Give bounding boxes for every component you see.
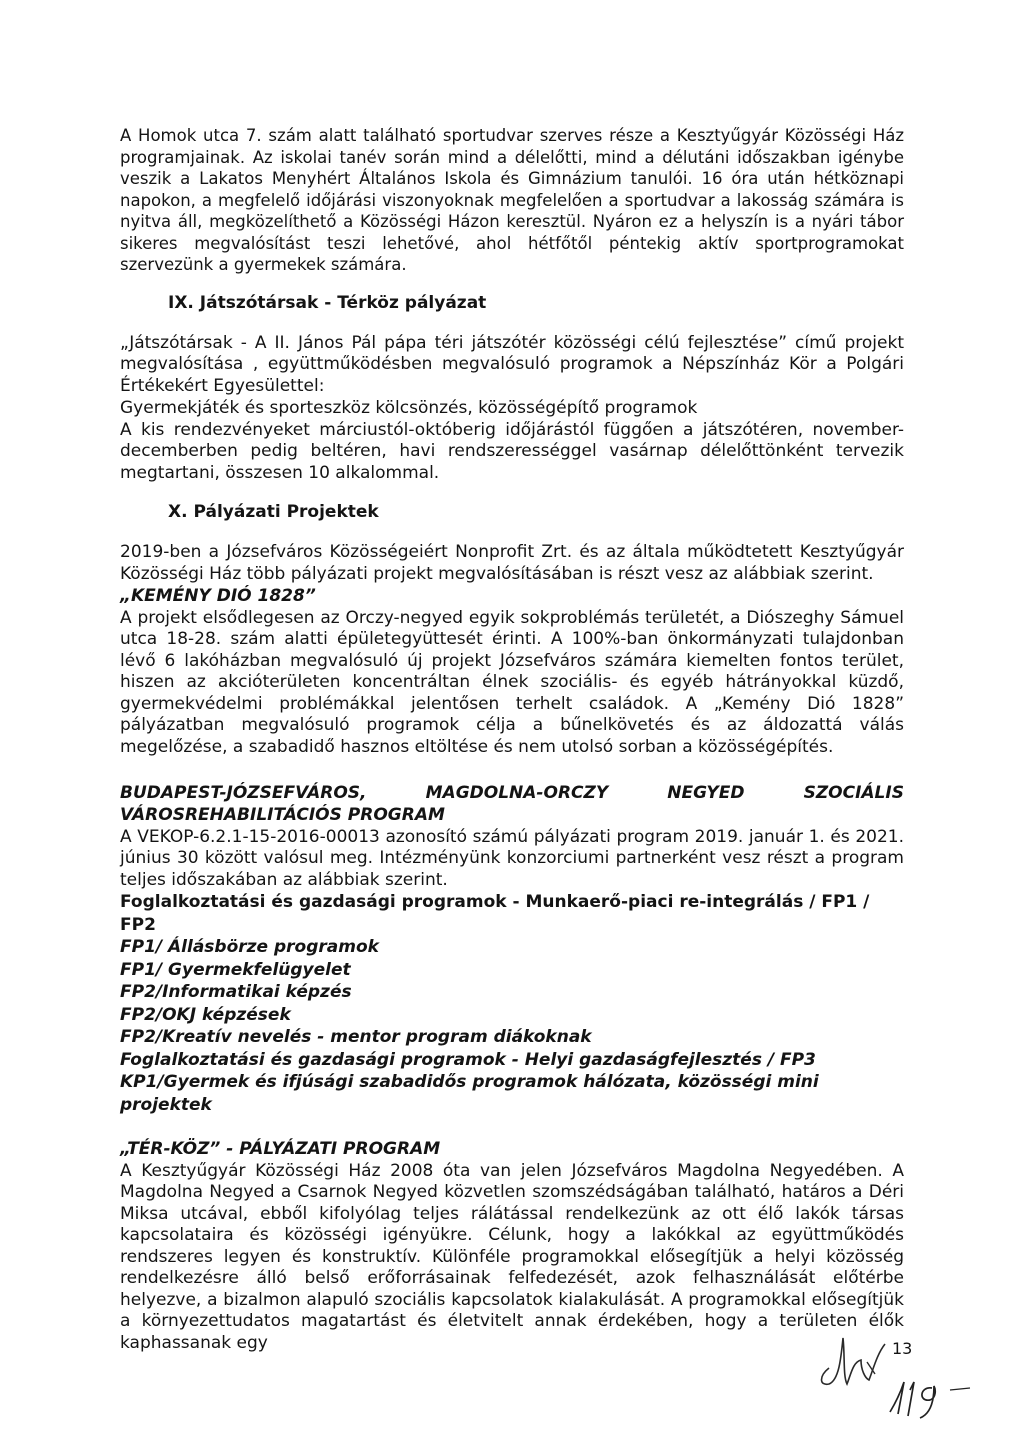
section-x-heading: X. Pályázati Projektek bbox=[168, 502, 379, 522]
terkoz-paragraph: A Kesztyűgyár Közösségi Ház 2008 óta van jelen Józsefváros Magdolna Negyedében. A Magdolna Negyed a Csarnok Negyed közvetlen szomszédságában található, határos a Déri Miksa utcával, ebből kifolyólag teljes rálátással rendelkezünk az ott élő lakók társas kapcsolataira és közösségi igényükre. Célunk, hogy a lakókkal az együttműködés rendszeres legyen és konstruktív. Különféle programokkal elősegítjük a helyi közösség rendelkezésre álló belső erőforrásainak felfedezését, azok felhasználását előtérbe helyezve, a bizalmon alapuló szociális kapcsolatok kialakulását. A programokkal elősegítjük a környezettudatos magatartást és életvitelt annak érdekében, hogy a területen élők kaphassanak egy bbox=[120, 1160, 904, 1353]
program-item-5: FP2/Kreatív nevelés - mentor program diákoknak bbox=[120, 1027, 592, 1047]
page-number: 13 bbox=[892, 1339, 913, 1358]
program-item-6: Foglalkoztatási és gazdasági programok - Helyi gazdaságfejlesztés / FP3 bbox=[120, 1049, 816, 1070]
program-item-3: FP2/Informatikai képzés bbox=[120, 982, 352, 1002]
title-word-3: NEGYED bbox=[667, 783, 745, 803]
signature-initials bbox=[815, 1330, 890, 1390]
document-body bbox=[120, 125, 904, 1354]
section-ix-heading: IX. Játszótársak - Térköz pályázat bbox=[168, 292, 487, 313]
budapest-program-title bbox=[120, 782, 904, 804]
handwritten-folio-number bbox=[880, 1368, 990, 1423]
intro-paragraph: A Homok utca 7. szám alatt található sportudvar szerves része a Kesztyűgyár Közösségi Ház programjainak. Az iskolai tanév során mind a délelőtti, mind a délutáni időszakban igénybe veszik a Lakatos Menyhért Általános Iskola és Gimnázium tanulói. 16 óra után hétköznapi napokon, a megfelelő időjárási viszonyoknak megfelelően a sportudvar a lakosság számára is nyitva áll, megközelíthető a Közösségi Házon keresztül. Nyáron ez a helyszín is a nyári tábor sikeres megvalósítást teszi lehetővé, ahol hétfőtől péntekig aktív sportprogramokat szervezünk a gyermekek számára. bbox=[120, 126, 904, 274]
program-item-1: FP1/ Állásbörze programok bbox=[120, 937, 379, 957]
section-ix-line-2: Gyermekjáték és sporteszköz kölcsönzés, közösségépítő programok bbox=[120, 398, 698, 418]
kemeny-dio-paragraph: A projekt elsődlegesen az Orczy-negyed egyik sokproblémás területét, a Diószeghy Sámuel utca 18-28. szám alatti épületegyüttesét érinti. A 100%-ban önkormányzati tulajdonban lévő 6 lakóházban megvalósuló új projekt Józsefváros számára kiemelten fontos terület, hiszen az akcióterületen koncentráltan élnek szociális- és egyéb hátrányokkal küzdő, gyermekvédelmi problémákkal jelentősen terhelt családok. A „Kemény Dió 1828” pályázatban megvalósuló programok célja a bűnelkövetés és az áldozattá válás megelőzése, a szabadidő hasznos eltöltése és nem utolsó sorban a közösségépítés. bbox=[120, 607, 904, 757]
program-item-2: FP1/ Gyermekfelügyelet bbox=[120, 959, 351, 980]
title-word-4: SZOCIÁLIS bbox=[803, 783, 904, 803]
budapest-program-title-line-2: VÁROSREHABILITÁCIÓS PROGRAM bbox=[120, 805, 445, 825]
terkoz-title: „TÉR-KÖZ” - PÁLYÁZATI PROGRAM bbox=[120, 1139, 441, 1159]
section-ix-paragraph-1: „Játszótársak - A II. János Pál pápa téri játszótér közösségi célú fejlesztése” című projekt megvalósítása , együttműködésben megvalósuló programok a Népszínház Kör a Polgári Értékekért Egyesülettel: bbox=[120, 332, 904, 396]
title-word-2: MAGDOLNA-ORCZY bbox=[425, 783, 609, 803]
program-item-7: KP1/Gyermek és ifjúsági szabadidős programok hálózata, közösségi mini projektek bbox=[120, 1072, 819, 1115]
program-item-4: FP2/OKJ képzések bbox=[120, 1004, 291, 1025]
budapest-program-bold-line: Foglalkoztatási és gazdasági programok - Munkaerő-piaci re-integrálás / FP1 / FP2 bbox=[120, 892, 870, 935]
section-ix-paragraph-3: A kis rendezvényeket márciustól-októberig időjárástól függően a játszótéren, november-decemberben pedig beltéren, havi rendszerességgel vasárnap délelőttönként tervezik megtartani, összesen 10 alkalommal. bbox=[120, 419, 904, 483]
kemeny-dio-title: „KEMÉNY DIÓ 1828” bbox=[120, 586, 316, 606]
title-word-1: BUDAPEST-JÓZSEFVÁROS, bbox=[120, 783, 367, 803]
section-x-paragraph-1: 2019-ben a Józsefváros Közösségeiért Nonprofit Zrt. és az általa működtetett Kesztyűgyár Közösségi Ház több pályázati projekt megvalósításában is részt vesz az alábbiak szerint. bbox=[120, 542, 904, 584]
budapest-program-paragraph: A VEKOP-6.2.1-15-2016-00013 azonosító számú pályázati program 2019. január 1. és 2021. június 30 között valósul meg. Intézményünk konzorciumi partnerként vesz részt a program teljes időszakában az alábbiak szerint. bbox=[120, 826, 904, 890]
